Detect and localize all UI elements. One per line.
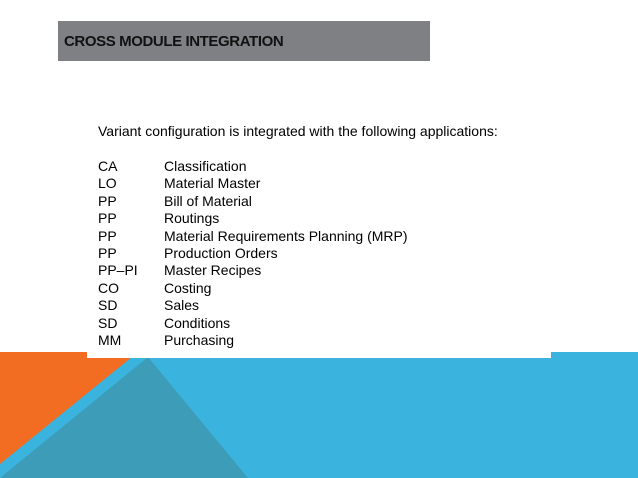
list-item [98, 315, 408, 332]
module-code: MM [98, 331, 122, 348]
decorative-bottom-band [0, 352, 638, 478]
module-code: PP [98, 192, 117, 209]
module-code: PP [98, 227, 117, 244]
list-item [98, 210, 408, 227]
module-name: Conditions [164, 314, 231, 331]
module-name: Costing [164, 279, 212, 296]
module-code: PP [98, 210, 117, 227]
module-name: Master Recipes [164, 262, 262, 279]
title-bar [58, 21, 430, 61]
module-name: Production Orders [164, 244, 278, 261]
list-item [98, 332, 408, 349]
module-name: Classification [164, 158, 247, 174]
module-code: SD [98, 297, 118, 314]
module-name: Purchasing [164, 331, 235, 348]
module-name: Sales [164, 297, 200, 314]
module-code: PP [98, 244, 117, 261]
list-item [98, 175, 408, 192]
module-code: CO [98, 279, 119, 296]
module-name: Bill of Material [164, 192, 252, 209]
list-item [98, 193, 408, 210]
intro-text: Variant configuration is integrated with the following applications: [98, 123, 498, 139]
module-name: Material Master [164, 175, 261, 192]
module-code: LO [98, 175, 117, 192]
content-panel [87, 113, 551, 358]
module-code: SD [98, 314, 118, 331]
module-code: PP–PI [98, 262, 138, 279]
list-item [98, 245, 408, 262]
decorative-shapes [0, 352, 638, 478]
list-item [98, 280, 408, 297]
list-item [98, 228, 408, 245]
list-item [98, 158, 408, 175]
list-item [98, 262, 408, 279]
slide-title: CROSS MODULE INTEGRATION [64, 33, 284, 50]
module-code: CA [98, 158, 118, 174]
module-name: Material Requirements Planning (MRP) [164, 227, 408, 244]
list-item [98, 297, 408, 314]
module-name: Routings [164, 210, 220, 227]
module-list [98, 158, 408, 349]
